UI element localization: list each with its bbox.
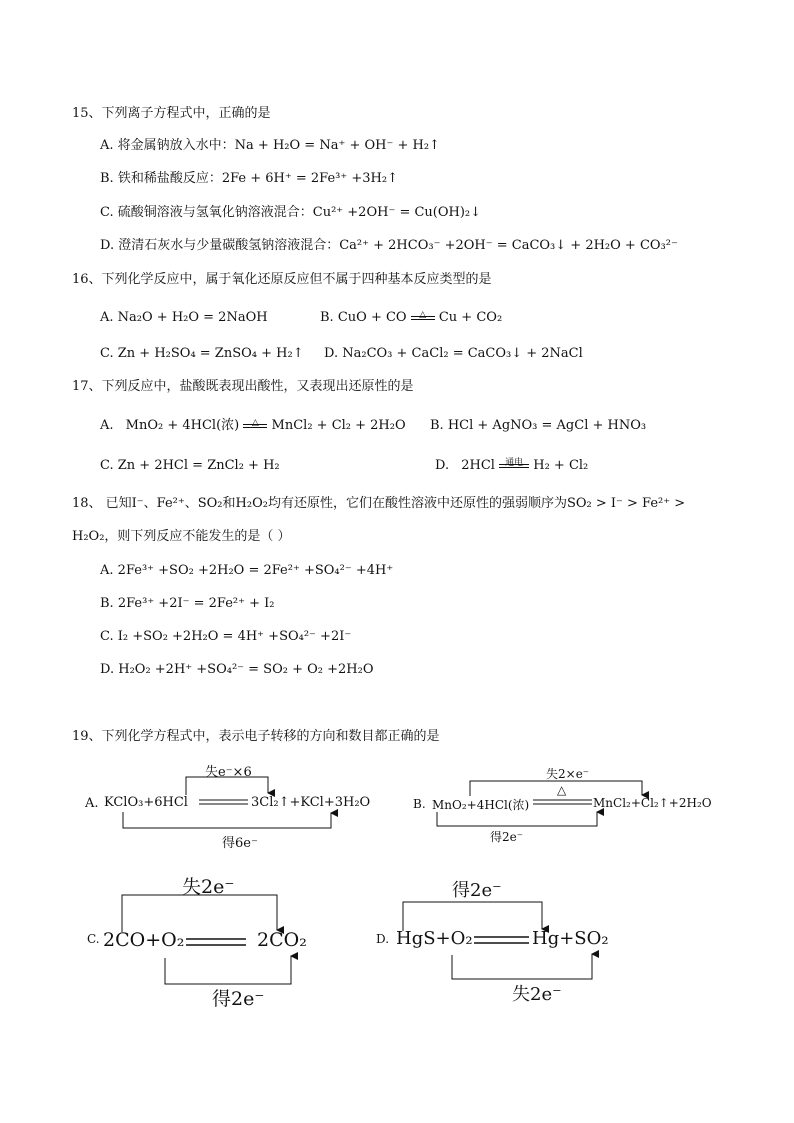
q18-option-a-label: A. [100, 563, 114, 578]
q18-option-a-text: 2Fe³⁺ +SO₂ +2H₂O = 2Fe²⁺ +SO₄²⁻ +4H⁺ [117, 563, 394, 578]
q19-option-b-left: MnO₂+4HCl(浓) [432, 798, 530, 812]
q18-option-c-text: I₂ +SO₂ +2H₂O = 4H⁺ +SO₄²⁻ +2I⁻ [117, 629, 352, 644]
q19-option-d-top-label: 得2e⁻ [452, 880, 502, 901]
q19-option-b-label: B. [413, 797, 426, 811]
heat-symbol: △ [557, 783, 567, 797]
q15-option-c-label: C. [100, 205, 114, 220]
q18-stem-line2: H₂O₂，则下列反应不能发生的是（ ） [72, 529, 291, 544]
q19-option-a-top-bracket [186, 777, 268, 795]
q18-option-d-text: H₂O₂ +2H⁺ +SO₄²⁻ = SO₂ + O₂ +2H₂O [118, 662, 374, 677]
q19-option-c-bottom-bracket [165, 956, 291, 984]
q17-option-a-right: MnCl₂ + Cl₂ + 2H₂O [271, 418, 406, 433]
q17-option-b-text: HCl + AgNO₃ = AgCl + HNO₃ [447, 418, 647, 433]
q16-option-d-label: D. [324, 346, 339, 361]
q16-option-a-label: A. [100, 310, 114, 325]
q17-option-b-label: B. [430, 418, 444, 433]
q19-option-a-label: A. [85, 796, 99, 811]
q19-option-a-left: KClO₃+6HCl [104, 795, 188, 810]
q19-option-d-bottom-label: 失2e⁻ [512, 984, 562, 1005]
q17-option-d-left: 2HCl [461, 458, 495, 473]
q16-option-b-label: B. [320, 310, 334, 325]
q19-option-d-right: Hg+SO₂ [532, 928, 609, 949]
q17-option-c-label: C. [100, 458, 114, 473]
q19-option-c-bottom-label: 得2e⁻ [212, 988, 265, 1010]
q17-option-a-left: MnO₂ + 4HCl(浓) [125, 418, 240, 433]
q15-option-c-text: 硫酸铜溶液与氢氧化钠溶液混合：Cu²⁺ +2OH⁻ = Cu(OH)₂↓ [117, 205, 482, 220]
q18-stem-line1: 18、 已知I⁻、Fe²⁺、SO₂和H₂O₂均有还原性，它们在酸性溶液中还原性的强弱顺序为SO₂ > I⁻ > Fe²⁺ > [72, 496, 686, 511]
q19-option-c-top-label: 失2e⁻ [182, 876, 235, 898]
q19-option-b-right: MnCl₂+Cl₂↑+2H₂O [593, 796, 712, 810]
q19-option-d-top-bracket [403, 902, 542, 931]
q16-option-c-text: Zn + H₂SO₄ = ZnSO₄ + H₂↑ [117, 346, 304, 361]
q15-option-a-text: 将金属钠放入水中：Na + H₂O = Na⁺ + OH⁻ + H₂↑ [117, 138, 440, 153]
q15-option-b-text: 铁和稀盐酸反应：2Fe + 6H⁺ = 2Fe³⁺ +3H₂↑ [117, 171, 398, 186]
q19-option-d-bottom-bracket [452, 954, 592, 979]
q19-option-a-bottom-bracket [123, 812, 331, 828]
q15-option-d-text: 澄清石灰水与少量碳酸氢钠溶液混合：Ca²⁺ + 2HCO₃⁻ +2OH⁻ = CaCO₃↓ + 2H₂O + CO₃²⁻ [118, 238, 678, 253]
q18-option-b-label: B. [100, 596, 114, 611]
q19-option-d-left: HgS+O₂ [396, 928, 473, 949]
q18-option-c-label: C. [100, 629, 114, 644]
q17-stem: 17、下列反应中，盐酸既表现出酸性，又表现出还原性的是 [72, 379, 414, 394]
heat-symbol: △ [251, 417, 259, 428]
heat-symbol: △ [419, 309, 427, 320]
q19-option-c-left: 2CO+O₂ [103, 929, 185, 951]
q16-option-a-text: Na₂O + H₂O = 2NaOH [117, 310, 268, 325]
q19-option-b-top-bracket [470, 781, 642, 796]
q19-option-b-bottom-bracket [437, 812, 597, 826]
q18-option-b-text: 2Fe³⁺ +2I⁻ = 2Fe²⁺ + I₂ [117, 596, 275, 611]
q16-option-d-text: Na₂CO₃ + CaCl₂ = CaCO₃↓ + 2NaCl [342, 346, 583, 361]
q16-stem: 16、下列化学反应中，属于氧化还原反应但不属于四种基本反应类型的是 [72, 272, 492, 287]
q19-option-b-bottom-label: 得2e⁻ [490, 830, 524, 844]
q15-stem: 15、下列离子方程式中，正确的是 [72, 106, 271, 121]
q19-stem: 19、下列化学方程式中，表示电子转移的方向和数目都正确的是 [72, 729, 440, 744]
q16-option-b-left: CuO + CO [337, 310, 407, 325]
q19-option-a-bottom-label: 得6e⁻ [222, 836, 258, 851]
q19-option-a-right: 3Cl₂↑+KCl+3H₂O [251, 795, 371, 810]
q19-option-d-label: D. [376, 932, 390, 946]
electrolysis-condition: 通电 [505, 457, 524, 468]
q19-option-b-top-label: 失2×e⁻ [546, 767, 590, 781]
q15-option-d-label: D. [100, 238, 115, 253]
q18-option-d-label: D. [100, 662, 115, 677]
q16-option-c-label: C. [100, 346, 114, 361]
q17-option-d-right: H₂ + Cl₂ [533, 458, 589, 473]
q15-option-a-label: A. [100, 138, 114, 153]
q17-option-d-label: D. [435, 458, 450, 473]
q17-option-c-text: Zn + 2HCl = ZnCl₂ + H₂ [117, 458, 280, 473]
q16-option-b-right: Cu + CO₂ [438, 310, 503, 325]
q19-option-c-label: C. [87, 932, 100, 946]
q19-option-c-right: 2CO₂ [257, 929, 307, 951]
q19-option-a-top-label: 失e⁻×6 [205, 765, 252, 780]
q19-option-c-top-bracket [122, 895, 277, 932]
q17-option-a-label: A. [100, 418, 114, 433]
q15-option-b-label: B. [100, 171, 114, 186]
